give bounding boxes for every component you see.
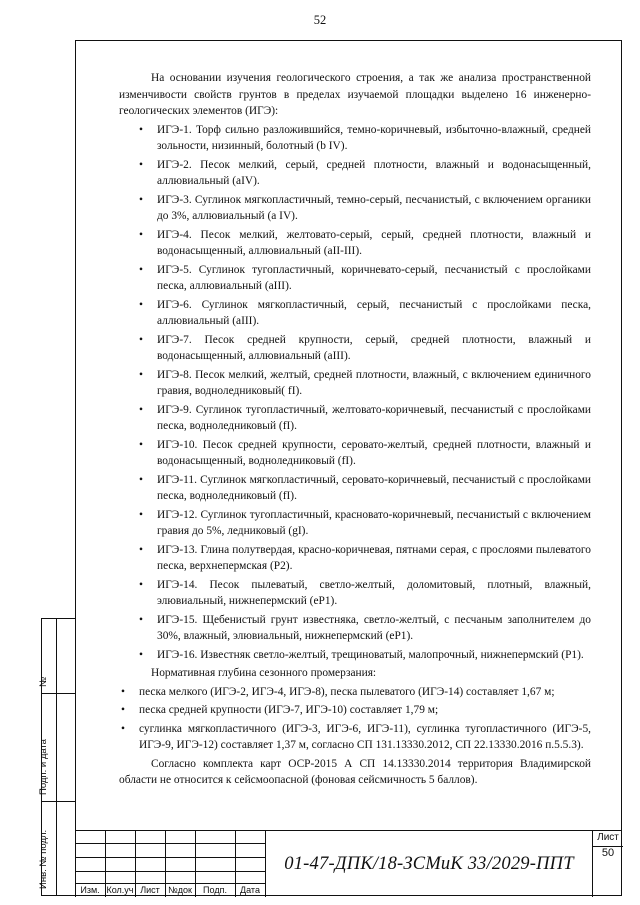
list-item: • песка мелкого (ИГЭ-2, ИГЭ-4, ИГЭ-8), песка пылеватого (ИГЭ-14) составляет 1,67 м;	[119, 684, 591, 701]
list-item: • песка средней крупности (ИГЭ-7, ИГЭ-10) составляет 1,79 м;	[119, 702, 591, 719]
bullet-icon: •	[139, 368, 143, 381]
list-item: • ИГЭ-3. Суглинок мягкопластичный, темно-серый, песчанистый, с включением органики до 3%, аллювиальный (a IV).	[139, 193, 591, 222]
col-header-date: Дата	[240, 885, 260, 895]
side-label-inv-no: Инв. № подл.	[38, 829, 49, 889]
list-item: • ИГЭ-1. Торф сильно разложившийся, темно-коричневый, избыточно-влажный, средней зольности, низинный, болотный (b IV).	[139, 123, 591, 152]
list-item: • ИГЭ-2. Песок мелкий, серый, средней плотности, влажный и водонасыщенный, аллювиальный (aIV).	[139, 158, 591, 187]
side-cell-inv-no	[38, 802, 75, 895]
list-item: • ИГЭ-16. Известняк светло-желтый, трещиноватый, малопрочный, нижнепермский (P1).	[119, 647, 591, 664]
side-strip	[38, 618, 76, 896]
list-item: • ИГЭ-9. Суглинок тугопластичный, желтовато-коричневый, песчанистый с прослойками песка, водноледниковый (fI).	[139, 403, 591, 432]
closing-paragraph: Согласно комплекта карт ОСР-2015 А СП 14.13330.2014 территория Владимирской области не относится к сейсмоопасной (фоновая сейсмичность 5 баллов).	[119, 757, 591, 786]
bullet-icon: •	[139, 228, 143, 241]
list-item: • ИГЭ-15. Щебенистый грунт известняка, светло-желтый, с песчаным заполнителем до 30%, влажный, элювиальный, нижнепермский (eP1).	[139, 613, 591, 642]
bullet-icon: •	[139, 543, 143, 556]
list-item: • ИГЭ-6. Суглинок мягкопластичный, серый, песчанистый с прослойками песка, аллювиальный (aIII).	[139, 298, 591, 327]
col-header-sign: Подп.	[203, 885, 227, 895]
list-item: • ИГЭ-14. Песок пылеватый, светло-желтый, доломитовый, плотный, влажный, элювиальный, нижнепермский (eP1).	[139, 578, 591, 607]
col-header-change: Изм.	[80, 885, 100, 895]
revision-table	[75, 831, 265, 897]
list-item: • ИГЭ-7. Песок средней крупности, серый, средней плотности, влажный и водонасыщенный, аллювиальный (aIII).	[139, 333, 591, 362]
bullet-icon: •	[139, 333, 143, 346]
bullet-icon: •	[139, 508, 143, 521]
list-item: • ИГЭ-10. Песок средней крупности, серовато-желтый, средней плотности, влажный и водонасыщенный, водноледниковый (fI).	[139, 438, 591, 467]
document-body	[119, 70, 591, 789]
ige-list	[119, 122, 591, 664]
bullet-icon: •	[121, 685, 125, 698]
list-item: • ИГЭ-12. Суглинок тугопластичный, красновато-коричневый, песчанистый с включением гравия до 5%, ледниковый (gI).	[139, 508, 591, 537]
side-cell-sign-date	[38, 694, 75, 802]
list-item: • ИГЭ-11. Суглинок мягкопластичный, серовато-коричневый, песчанистый с прослойками песка, водноледниковый (fI).	[139, 473, 591, 502]
sheet-label: Лист	[593, 832, 623, 847]
side-cell-no	[38, 619, 75, 694]
freezing-depth-list	[119, 684, 591, 754]
bullet-icon: •	[139, 578, 143, 591]
intro-paragraph: На основании изучения геологического строения, а так же анализа пространственной изменчивости свойств грунтов в пределах изучаемой площадки выделено 16 инженерно-геологических элементов (ИГЭ):	[119, 72, 591, 117]
col-header-qty: Кол.уч	[106, 885, 134, 895]
list-item: • ИГЭ-8. Песок мелкий, желтый, средней плотности, влажный, с включением единичного гравия, водноледниковый( fI).	[139, 368, 591, 397]
bullet-icon: •	[139, 193, 143, 206]
bullet-icon: •	[139, 158, 143, 171]
bullet-icon: •	[139, 403, 143, 416]
sheet-number: 50	[601, 847, 615, 859]
col-header-sheet: Лист	[140, 885, 160, 895]
bullet-icon: •	[139, 613, 143, 626]
sheet-cell	[592, 831, 622, 897]
title-block	[75, 830, 622, 896]
list-item: • ИГЭ-4. Песок мелкий, желтовато-серый, серый, средней плотности, влажный и водонасыщенный, аллювиальный (aII-III).	[139, 228, 591, 257]
bullet-icon: •	[139, 298, 143, 311]
bullet-icon: •	[139, 123, 143, 136]
document-code: 01-47-ДПК/18-ЗСМиК 33/2029-ППТ	[265, 831, 592, 897]
side-label-no: №	[38, 676, 49, 687]
list-item: • суглинка мягкопластичного (ИГЭ-3, ИГЭ-6, ИГЭ-11), суглинка тугопластичного (ИГЭ-5, ИГЭ-9, ИГЭ-12) составляет 1,37 м, согласно СП 131.13330.2012, СП 22.13330.2016 п.5.5.3).	[121, 722, 591, 751]
bullet-icon: •	[121, 722, 125, 735]
bullet-icon: •	[139, 438, 143, 451]
bullet-icon: •	[139, 648, 143, 661]
bullet-icon: •	[139, 473, 143, 486]
page-number: 52	[313, 13, 327, 27]
col-header-doc-no: №док	[168, 885, 192, 895]
bullet-icon: •	[139, 263, 143, 276]
side-label-sign-date: Подп. и дата	[38, 739, 49, 795]
list-item: • ИГЭ-13. Глина полутвердая, красно-коричневая, пятнами серая, с прослоями пылеватого песка, верхнепермская (P2).	[139, 543, 591, 572]
bullet-icon: •	[121, 704, 125, 716]
list-item: • ИГЭ-5. Суглинок тугопластичный, коричневато-серый, песчанистый с прослойками песка, аллювиальный (aIII).	[139, 263, 591, 292]
norm-title: Нормативная глубина сезонного промерзания:	[151, 667, 377, 679]
